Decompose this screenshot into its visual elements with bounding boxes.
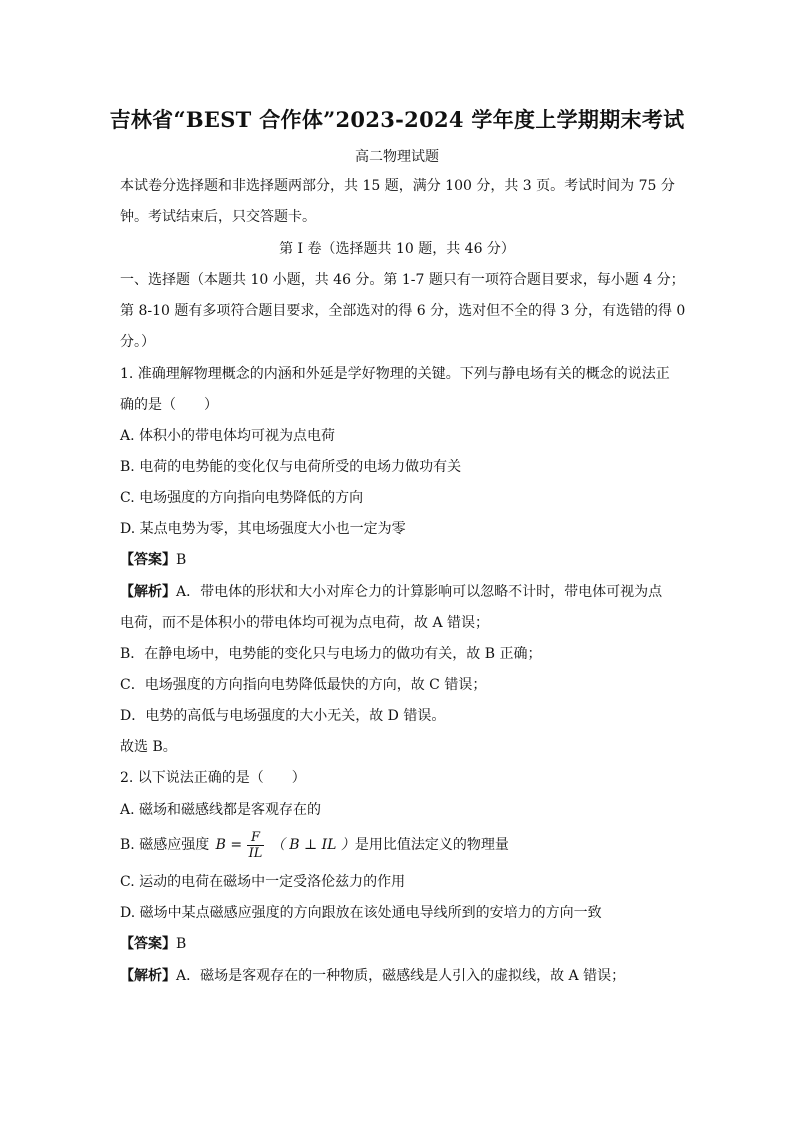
q2-option-b: B. 磁感应强度 B = $\frac{F}{IL}$ （ B ⊥ IL ）是用比值法定义的物理量 [120,829,509,861]
q1-analysis-line-5: D．电势的高低与电场强度的大小无关，故 D 错误。 [120,708,446,724]
q1-answer [120,550,690,570]
q1-answer-label: 【答案】 [120,552,176,568]
q1-option-c: C. 电场强度的方向指向电势降低的方向 [120,490,364,506]
q1-analysis-line-4: C．电场强度的方向指向电势降低最快的方向，故 C 错误； [120,677,487,693]
intro-line-1: 本试卷分选择题和非选择题两部分，共 15 题，满分 100 分，共 3 页。考试时间为 75 分 [120,178,675,194]
q2-option-a: A. 磁场和磁感线都是客观存在的 [120,802,322,818]
q1-option-b: B. 电荷的电势能的变化仅与电荷所受的电场力做功有关 [120,459,462,475]
q2-option-d: D. 磁场中某点磁感应强度的方向跟放在该处通电导线所到的安培力的方向一致 [120,905,602,921]
q2-answer-label: 【答案】 [120,936,176,952]
intro-line-2: 钟。考试结束后，只交答题卡。 [120,209,316,225]
part1-instruction-3: 分。） [120,334,155,350]
q1-analysis-line-3: B．在静电场中，电势能的变化只与电场力的做功有关，故 B 正确； [120,646,542,662]
part1-heading: 第 I 卷（选择题共 10 题，共 46 分） [279,241,515,257]
q1-option-d: D. 某点电势为零，其电场强度大小也一定为零 [120,521,406,537]
q1-analysis-line-6: 故选 B。 [120,739,177,755]
exam-title: 吉林省“BEST 合作体”2023-2024 学年度上学期期末考试 [109,107,685,132]
q2-stem: 2. 以下说法正确的是（ ） [120,770,306,786]
q1-analysis-line-2: 电荷，而不是体积小的带电体均可视为点电荷，故 A 错误； [120,615,490,631]
q1-answer-value: B [176,552,187,568]
q1-analysis-label: 【解析】 [120,584,176,600]
exam-subtitle: 高二物理试题 [355,149,439,165]
part1-instruction-1: 一、选择题（本题共 10 小题，共 46 分。第 1-7 题只有一项符合题目要求，每小题 4 分； [120,272,685,288]
q2-answer [120,934,690,954]
q1-option-a: A. 体积小的带电体均可视为点电荷 [120,428,336,444]
q2-analysis-line-1: 【解析】A．磁场是客观存在的一种物质，磁感线是人引入的虚拟线，故 A 错误； [120,968,626,984]
q1-stem-line-1: 1. 准确理解物理概念的内涵和外延是学好物理的关键。下列与静电场有关的概念的说法正 [120,366,670,382]
part1-instruction-2: 第 8-10 题有多项符合题目要求，全部选对的得 6 分，选对但不全的得 3 分，有选错的得 0 [120,303,686,319]
q1-stem-line-2: 确的是（ ） [120,397,218,413]
q1-analysis-line-1: 【解析】A．带电体的形状和大小对库仑力的计算影响可以忽略不计时，带电体可视为点 [120,584,663,600]
q2-analysis-label: 【解析】 [120,968,176,984]
q2-option-c: C. 运动的电荷在磁场中一定受洛伦兹力的作用 [120,874,406,890]
b-equals-f-over-il-formula: B = $\frac{F}{IL}$ [215,829,263,861]
q2-answer-value: B [176,936,187,952]
fraction: $\frac{F}{IL}$ [248,829,263,861]
